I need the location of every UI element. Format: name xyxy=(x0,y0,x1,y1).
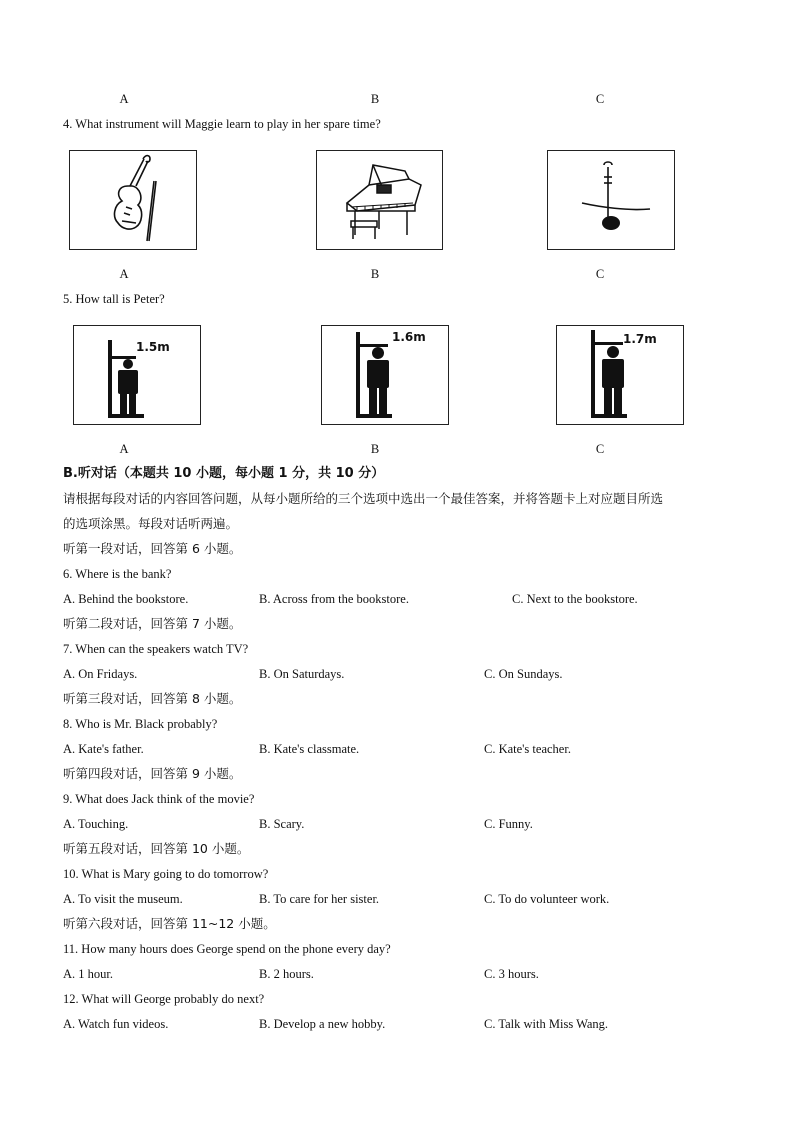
dialogue-instruction: 听第六段对话，回答第 11~12 小题。 xyxy=(63,916,276,931)
answer-option-b[interactable]: B. 2 hours. xyxy=(259,967,314,981)
dialogue-instruction: 听第五段对话，回答第 10 小题。 xyxy=(63,841,250,856)
question-5: 5. How tall is Peter? xyxy=(63,292,165,306)
piano-picture xyxy=(316,150,443,250)
violin-picture xyxy=(69,150,197,250)
violin-icon xyxy=(70,151,195,248)
height-chart-icon xyxy=(322,326,447,423)
option-label-c: C xyxy=(595,92,605,106)
answer-option-c[interactable]: C. Talk with Miss Wang. xyxy=(484,1017,609,1031)
person-icon xyxy=(367,347,389,414)
answer-option-a[interactable]: A. To visit the museum. xyxy=(63,892,183,906)
option-label-b: B xyxy=(370,267,380,281)
height-picture-b xyxy=(321,325,449,425)
dialogue-instruction: 听第三段对话，回答第 8 小题。 xyxy=(63,691,242,706)
answer-option-a[interactable]: A. Touching. xyxy=(63,817,129,831)
answer-option-a[interactable]: A. Behind the bookstore. xyxy=(63,592,189,606)
person-icon xyxy=(602,346,624,414)
question-text: 10. What is Mary going to do tomorrow? xyxy=(63,867,269,881)
section-b-heading: B.听对话（本题共 10 小题，每小题 1 分，共 10 分） xyxy=(63,466,385,481)
height-label-c: 1.7m xyxy=(623,332,657,346)
piano-icon xyxy=(317,151,441,248)
erhu-picture xyxy=(547,150,675,250)
option-label-b: B xyxy=(370,442,380,456)
question-4: 4. What instrument will Maggie learn to play in her spare time? xyxy=(63,117,381,131)
option-label-a: A xyxy=(119,442,129,456)
answer-option-c[interactable]: C. 3 hours. xyxy=(484,967,539,981)
answer-option-c[interactable]: C. Kate's teacher. xyxy=(484,742,571,756)
erhu-icon xyxy=(548,151,673,248)
height-label-a: 1.5m xyxy=(136,340,170,354)
section-b-instructions: 请根据每段对话的内容回答问题，从每小题所给的三个选项中选出一个最佳答案，并将答题卡上对应题目所选 xyxy=(63,491,664,506)
answer-option-c[interactable]: C. Next to the bookstore. xyxy=(512,592,638,606)
option-label-c: C xyxy=(595,267,605,281)
dialogue-instruction: 听第二段对话，回答第 7 小题。 xyxy=(63,616,242,631)
answer-option-b[interactable]: B. Kate's classmate. xyxy=(259,742,360,756)
height-picture-c xyxy=(556,325,684,425)
option-label-a: A xyxy=(119,267,129,281)
answer-option-b[interactable]: B. Scary. xyxy=(259,817,305,831)
answer-option-b[interactable]: B. Across from the bookstore. xyxy=(259,592,409,606)
answer-option-a[interactable]: A. Kate's father. xyxy=(63,742,144,756)
answer-option-a[interactable]: A. On Fridays. xyxy=(63,667,138,681)
answer-option-b[interactable]: B. Develop a new hobby. xyxy=(259,1017,386,1031)
option-label-a: A xyxy=(119,92,129,106)
answer-option-c[interactable]: C. On Sundays. xyxy=(484,667,563,681)
height-picture-a xyxy=(73,325,201,425)
person-icon xyxy=(118,359,138,414)
answer-option-a[interactable]: A. Watch fun videos. xyxy=(63,1017,169,1031)
question-text: 9. What does Jack think of the movie? xyxy=(63,792,255,806)
height-label-b: 1.6m xyxy=(392,330,426,344)
answer-option-c[interactable]: C. To do volunteer work. xyxy=(484,892,610,906)
dialogue-instruction: 听第一段对话，回答第 6 小题。 xyxy=(63,541,242,556)
question-text: 6. Where is the bank? xyxy=(63,567,172,581)
answer-option-b[interactable]: B. To care for her sister. xyxy=(259,892,380,906)
answer-option-b[interactable]: B. On Saturdays. xyxy=(259,667,345,681)
answer-option-a[interactable]: A. 1 hour. xyxy=(63,967,113,981)
question-text: 7. When can the speakers watch TV? xyxy=(63,642,249,656)
answer-option-c[interactable]: C. Funny. xyxy=(484,817,533,831)
question-text: 8. Who is Mr. Black probably? xyxy=(63,717,218,731)
question-text: 11. How many hours does George spend on the phone every day? xyxy=(63,942,391,956)
dialogue-instruction: 听第四段对话，回答第 9 小题。 xyxy=(63,766,242,781)
option-label-c: C xyxy=(595,442,605,456)
option-label-b: B xyxy=(370,92,380,106)
section-b-instructions-cont: 的选项涂黑。每段对话听两遍。 xyxy=(63,516,239,531)
height-chart-icon xyxy=(557,326,682,423)
question-text: 12. What will George probably do next? xyxy=(63,992,265,1006)
